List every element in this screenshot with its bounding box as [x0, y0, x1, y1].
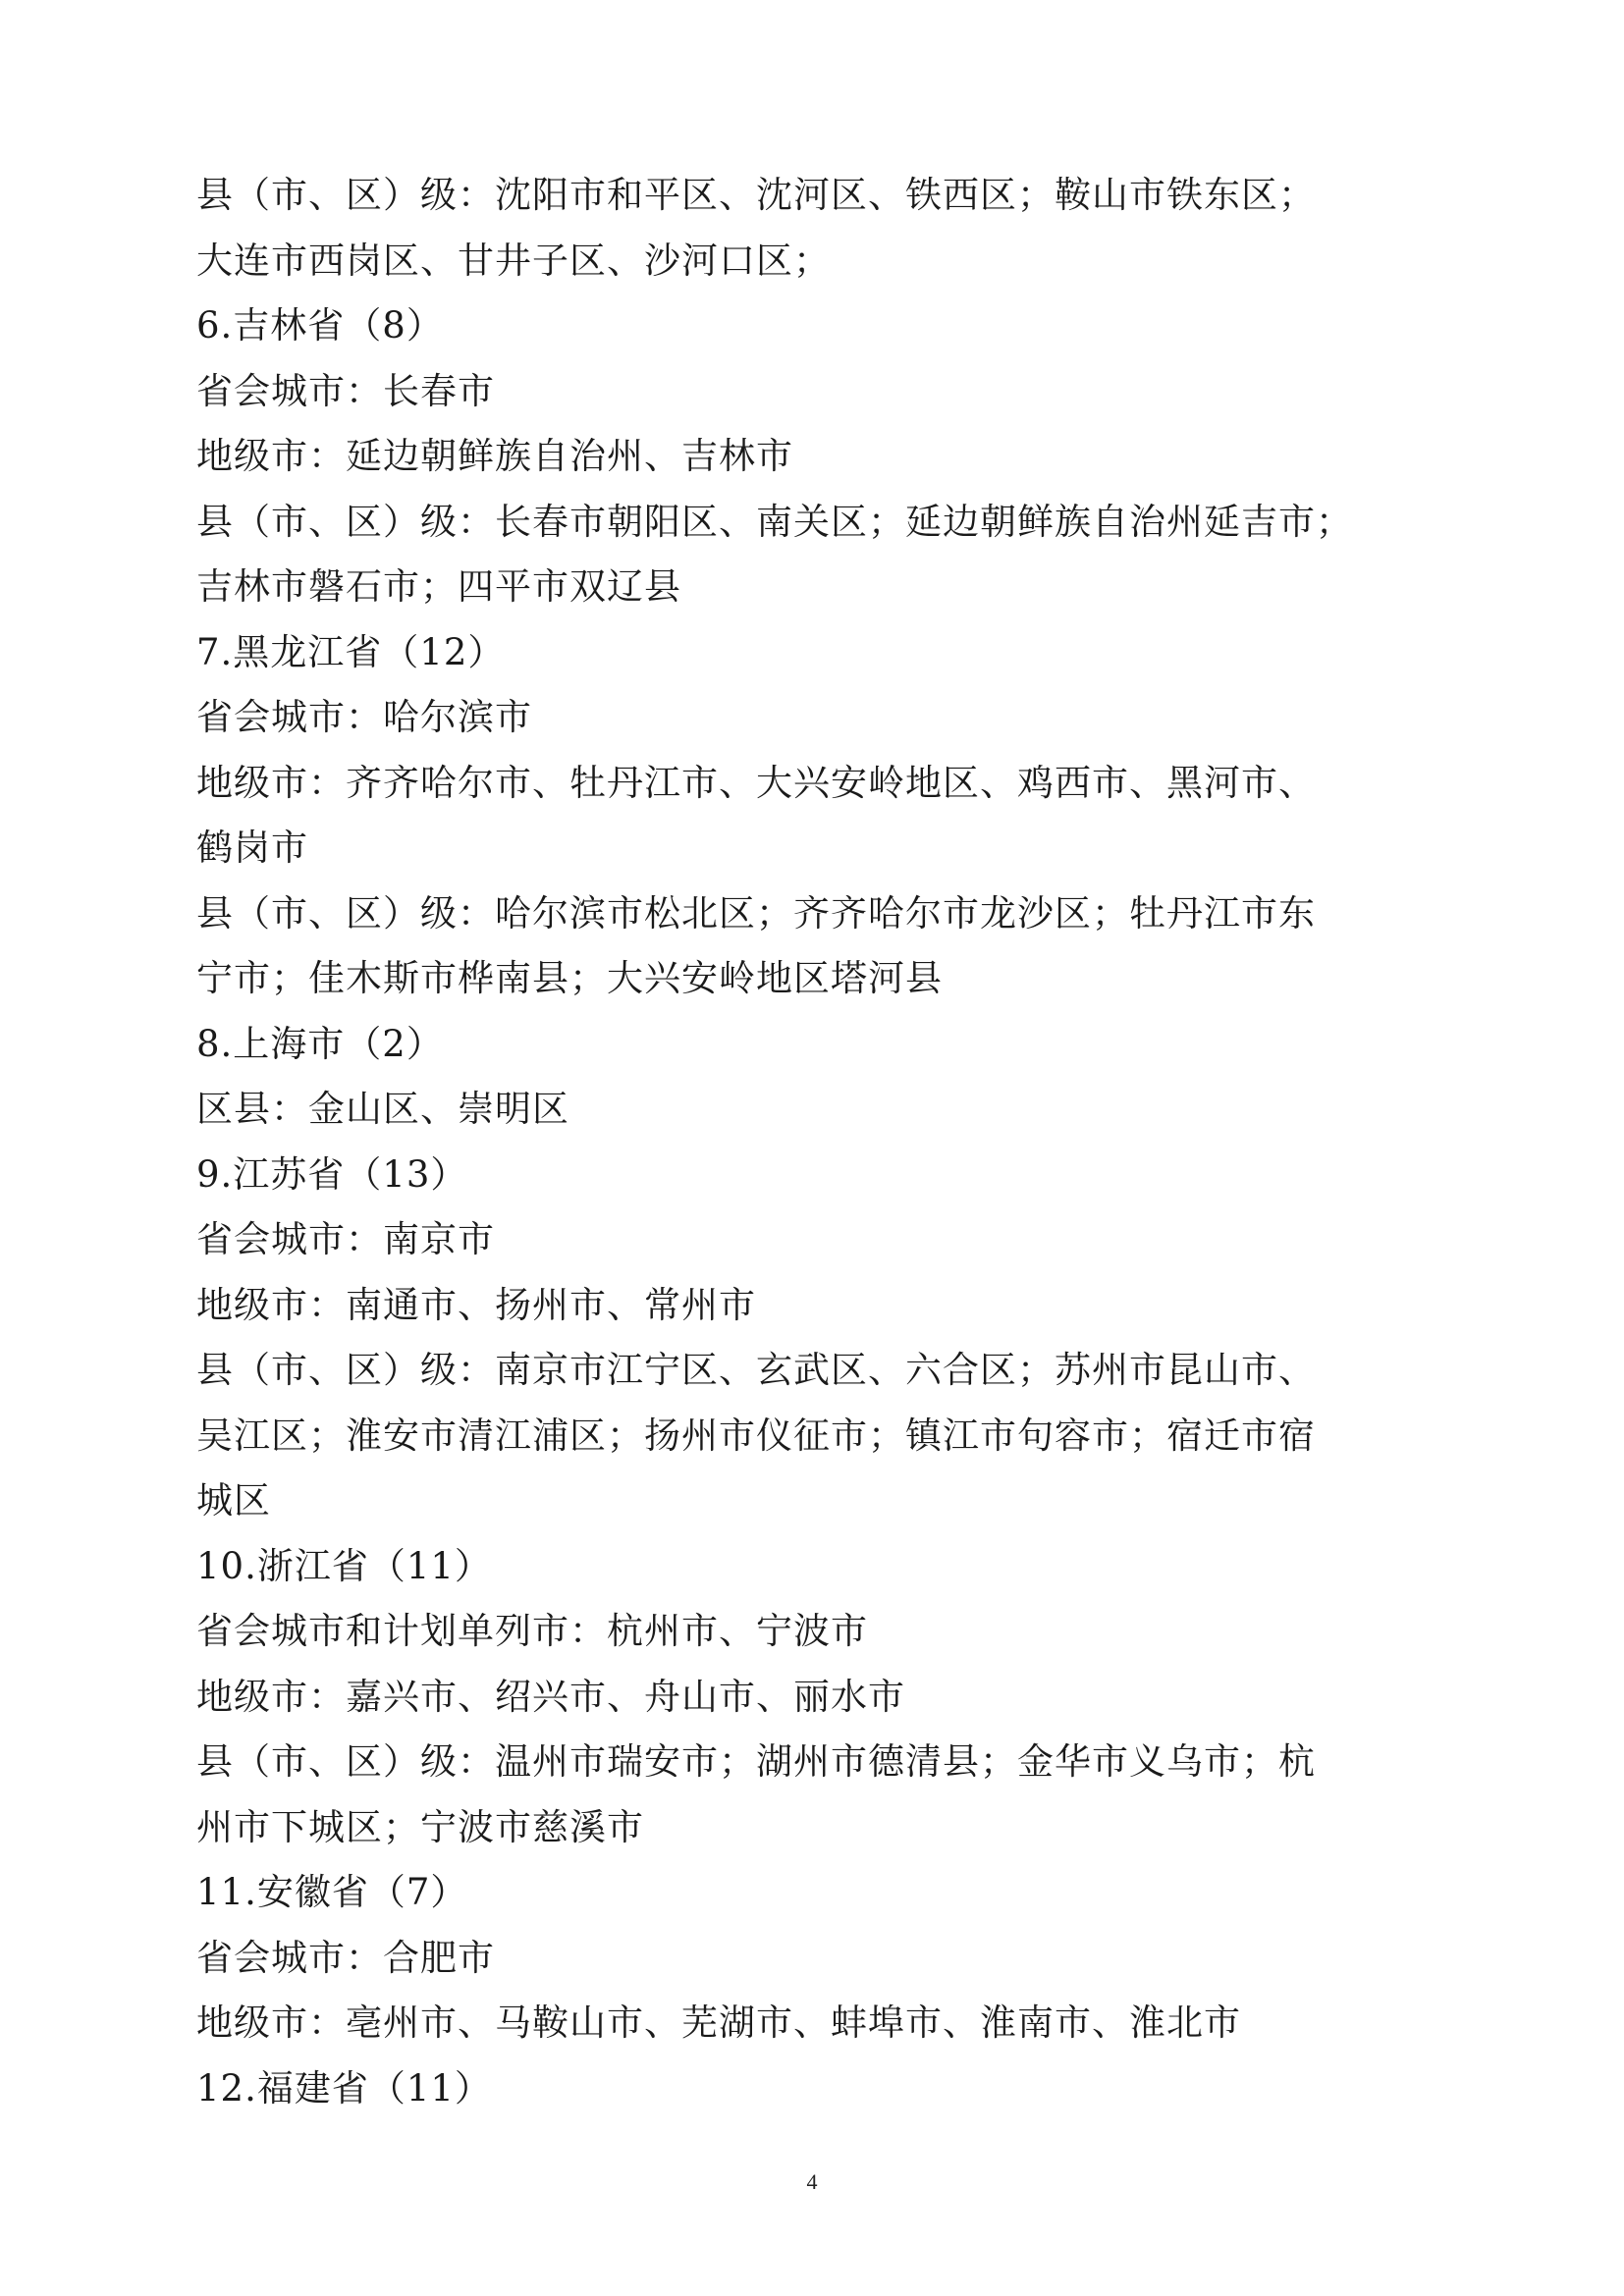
text-line: 省会城市：南京市	[196, 1218, 495, 1260]
page-number: 4	[806, 2169, 818, 2194]
text-line: 省会城市和计划单列市：杭州市、宁波市	[196, 1610, 868, 1652]
text-line: 鹤岗市	[196, 827, 308, 869]
text-line: 吉林市磐石市；四平市双辽县	[196, 565, 681, 608]
text-line: 省会城市：哈尔滨市	[196, 696, 532, 738]
text-line: 宁市；佳木斯市桦南县；大兴安岭地区塔河县	[196, 957, 943, 999]
text-line: 县（市、区）级：哈尔滨市松北区；齐齐哈尔市龙沙区；牡丹江市东	[196, 891, 1316, 934]
text-line: 地级市：南通市、扬州市、常州市	[196, 1283, 756, 1326]
text-line: 地级市：亳州市、马鞍山市、芜湖市、蚌埠市、淮南市、淮北市	[196, 2002, 1241, 2044]
text-line: 地级市：嘉兴市、绍兴市、舟山市、丽水市	[196, 1675, 905, 1718]
text-line: 县（市、区）级：温州市瑞安市；湖州市德清县；金华市义乌市；杭	[196, 1740, 1316, 1783]
section-heading: 7.黑龙江省（12）	[196, 630, 506, 673]
section-heading: 9.江苏省（13）	[196, 1152, 468, 1196]
text-line: 省会城市：合肥市	[196, 1936, 495, 1979]
text-line: 县（市、区）级：长春市朝阳区、南关区；延边朝鲜族自治州延吉市；	[196, 500, 1353, 543]
document-body	[196, 163, 1443, 2121]
text-line: 吴江区；淮安市清江浦区；扬州市仪征市；镇江市句容市；宿迁市宿	[196, 1414, 1316, 1457]
section-heading: 8.上海市（2）	[196, 1022, 444, 1065]
text-line: 地级市：齐齐哈尔市、牡丹江市、大兴安岭地区、鸡西市、黑河市、	[196, 761, 1316, 804]
section-heading: 12.福建省（11）	[196, 2066, 492, 2109]
text-line: 区县：金山区、崇明区	[196, 1088, 569, 1130]
text-line: 城区	[196, 1479, 271, 1522]
text-line: 县（市、区）级：南京市江宁区、玄武区、六合区；苏州市昆山市、	[196, 1349, 1316, 1391]
section-heading: 10.浙江省（11）	[196, 1544, 492, 1587]
text-line: 县（市、区）级：沈阳市和平区、沈河区、铁西区；鞍山市铁东区；	[196, 174, 1316, 216]
text-line: 地级市：延边朝鲜族自治州、吉林市	[196, 435, 793, 477]
text-line: 省会城市：长春市	[196, 369, 495, 412]
section-heading: 11.安徽省（7）	[196, 1871, 468, 1913]
text-line: 州市下城区；宁波市慈溪市	[196, 1805, 644, 1848]
text-line: 大连市西岗区、甘井子区、沙河口区；	[196, 239, 831, 282]
section-heading: 6.吉林省（8）	[196, 304, 444, 347]
